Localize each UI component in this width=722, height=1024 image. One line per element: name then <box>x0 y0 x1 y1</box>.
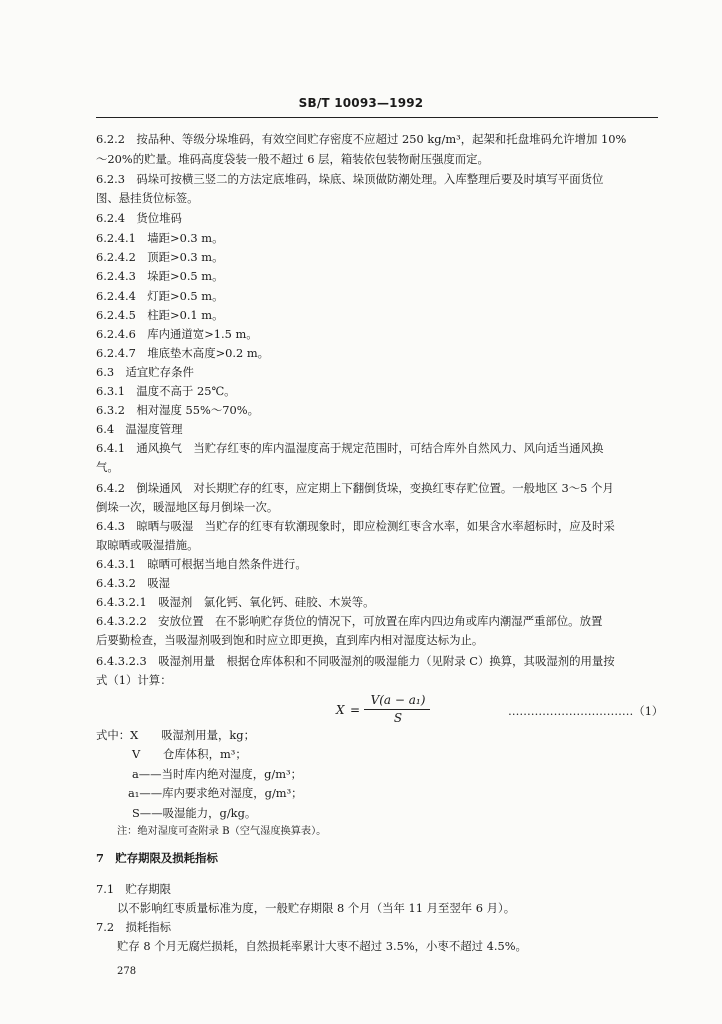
text-line: 6.4.3 晾晒与吸湿 当贮存的红枣有软潮现象时，即应检测红枣含水率，如果含水率超标时，应及时采 <box>96 519 615 533</box>
text-line: 6.3.1 温度不高于 25℃。 <box>96 384 236 398</box>
text-line: 6.4.3.2.1 吸湿剂 氯化钙、氧化钙、硅胶、木炭等。 <box>96 595 375 609</box>
text-line: 后要勤检查，当吸湿剂吸到饱和时应立即更换，直到库内相对湿度达标为止。 <box>96 633 484 647</box>
text-line: 6.2.4.7 堆底垫木高度>0.2 m。 <box>96 346 270 360</box>
variable-line: a——当时库内绝对湿度，g/m³； <box>132 767 302 781</box>
text-line: 6.2.4 货位堆码 <box>96 211 182 225</box>
variable-line: a₁——库内要求绝对湿度，g/m³； <box>128 786 303 800</box>
text-line: 6.3.2 相对湿度 55%～70%。 <box>96 403 259 417</box>
text-line: 图、悬挂货位标签。 <box>96 191 199 205</box>
section-7-title: 7 贮存期限及损耗指标 <box>96 851 218 865</box>
formula-equals: = <box>350 703 361 717</box>
formula-denominator: S <box>393 711 403 725</box>
page-number: 278 <box>117 966 137 977</box>
header-rule <box>96 117 658 118</box>
text-line: 6.2.4.2 顶距>0.3 m。 <box>96 250 224 264</box>
section-7-2-text: 贮存 8 个月无腐烂损耗，自然损耗率累计大枣不超过 3.5%，小枣不超过 4.5%。 <box>117 939 527 953</box>
text-line: 式（1）计算： <box>96 673 172 687</box>
formula-numerator: V(a − a₁) <box>370 693 426 707</box>
formula-lhs: X <box>336 703 345 717</box>
text-line: 6.4.3.1 晾晒可根据当地自然条件进行。 <box>96 557 307 571</box>
text-line: 6.2.4.4 灯距>0.5 m。 <box>96 289 224 303</box>
text-line: 倒垛一次，暖湿地区每月倒垛一次。 <box>96 500 279 514</box>
text-line: 6.4 温湿度管理 <box>96 422 183 436</box>
text-line: 6.4.3.2 吸湿 <box>96 576 171 590</box>
text-line: 6.2.2 按品种、等级分垛堆码，有效空间贮存密度不应超过 250 kg/m³，起架和托盘堆码允许增加 10% <box>96 132 627 146</box>
text-line: 6.2.4.1 墙距>0.3 m。 <box>96 231 224 245</box>
variable-line: 式中：X 吸湿剂用量，kg； <box>96 728 255 742</box>
text-line: 6.4.2 倒垛通风 对长期贮存的红枣，应定期上下翻倒货垛，变换红枣存贮位置。一般地区 3～5 个月 <box>96 481 614 495</box>
text-line: 6.2.3 码垛可按横三竖二的方法定底堆码，垛底、垛顶做防潮处理。入库整理后要及时填写平面货位 <box>96 172 604 186</box>
fraction-bar <box>364 709 430 710</box>
text-line: 6.2.4.6 库内通道宽>1.5 m。 <box>96 327 258 341</box>
formula <box>336 693 436 727</box>
text-line: 气。 <box>96 460 119 474</box>
text-line: 6.3 适宜贮存条件 <box>96 365 194 379</box>
variable-line: V 仓库体积，m³； <box>132 747 247 761</box>
text-line: 6.4.3.2.2 安放位置 在不影响贮存货位的情况下，可放置在库内四边角或库内潮湿严重部位。放置 <box>96 614 603 628</box>
section-7-2-title: 7.2 损耗指标 <box>96 920 172 934</box>
text-line: 6.2.4.5 柱距>0.1 m。 <box>96 308 224 322</box>
formula-reference: ……………………………（1） <box>508 704 664 718</box>
text-line: 6.2.4.3 垛距>0.5 m。 <box>96 269 224 283</box>
section-7-1-text: 以不影响红枣质量标准为度，一般贮存期限 8 个月（当年 11 月至翌年 6 月）。 <box>117 901 516 915</box>
standard-header: SB/T 10093—1992 <box>298 96 424 110</box>
text-line: 取晾晒或吸湿措施。 <box>96 538 199 552</box>
text-line: 6.4.1 通风换气 当贮存红枣的库内温湿度高于规定范围时，可结合库外自然风力、风向适当通风换 <box>96 441 604 455</box>
variable-line: S——吸湿能力，g/kg。 <box>132 806 257 820</box>
text-line: ～20%的贮量。堆码高度袋装一般不超过 6 层，箱装依包装物耐压强度而定。 <box>96 152 489 166</box>
section-7-1-title: 7.1 贮存期限 <box>96 882 172 896</box>
text-line: 6.4.3.2.3 吸湿剂用量 根据仓库体积和不同吸湿剂的吸湿能力（见附录 C）换算，其吸湿剂的用量按 <box>96 654 615 668</box>
note: 注：绝对湿度可查附录 B（空气湿度换算表）。 <box>117 826 327 837</box>
